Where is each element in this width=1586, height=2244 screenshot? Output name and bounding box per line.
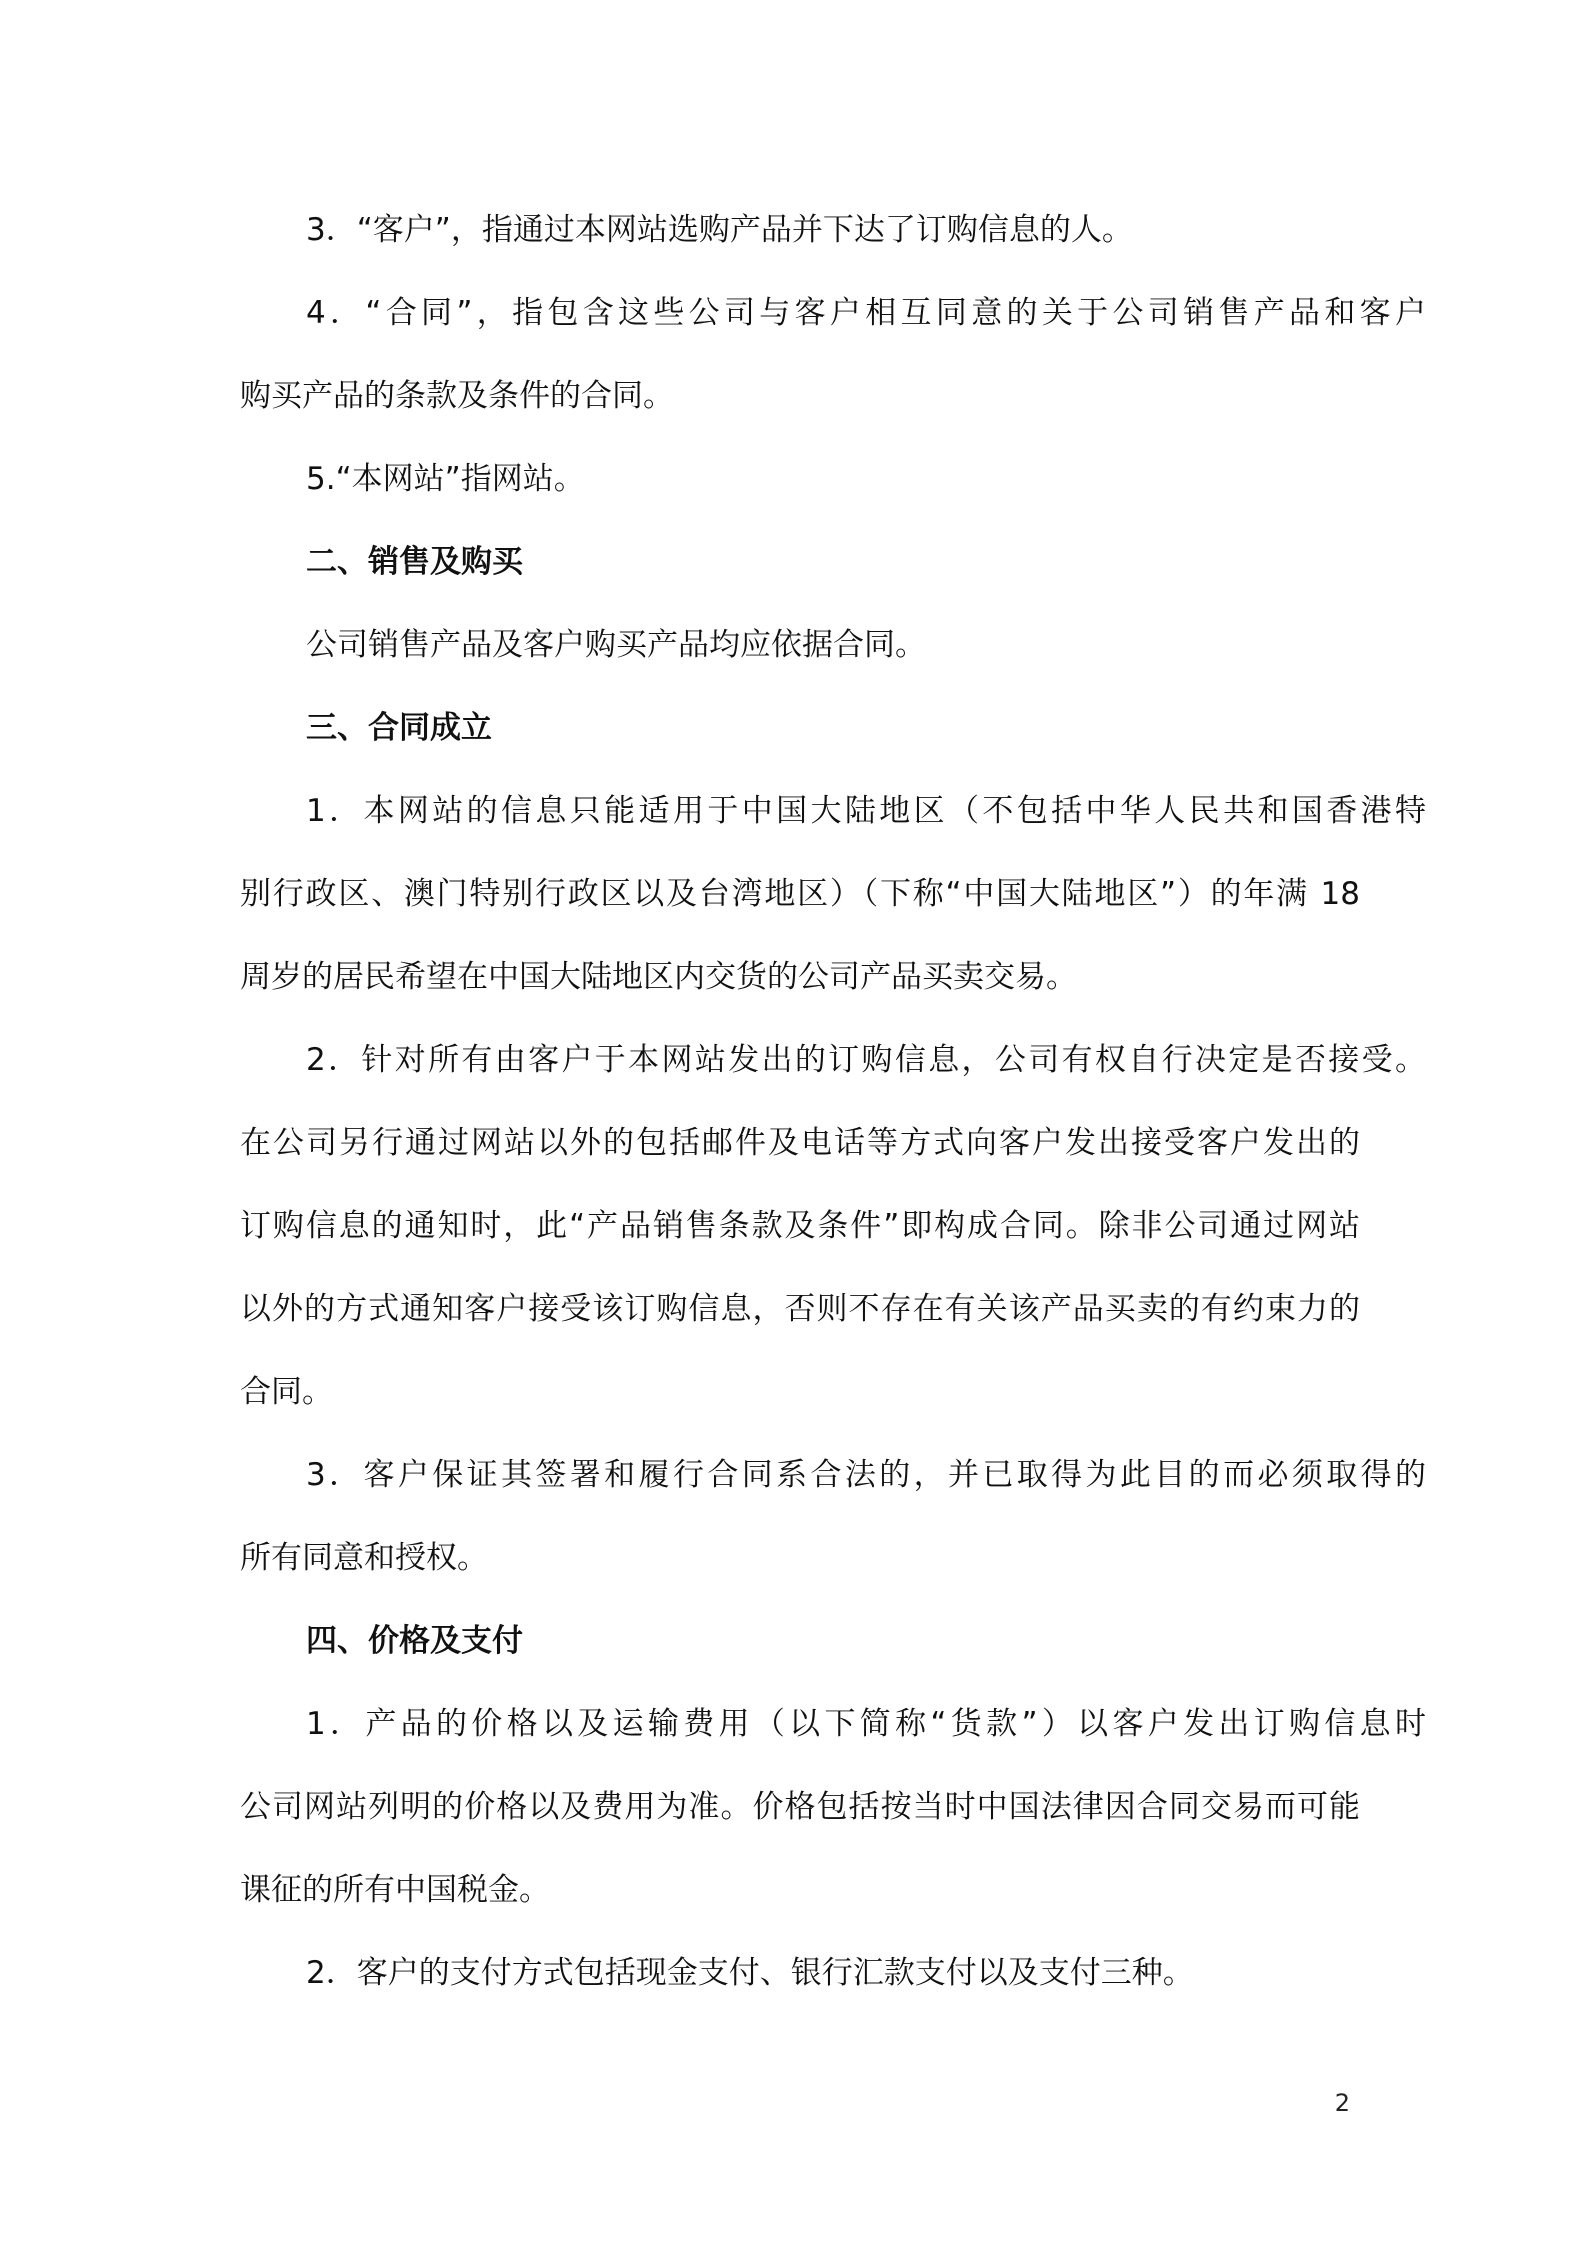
clause-3-1-line-2: 别行政区、澳门特别行政区以及台湾地区）（下称“中国大陆地区”）的年满 18 xyxy=(240,876,1360,912)
clause-1-4-line-2: 购买产品的条款及条件的合同。 xyxy=(240,378,674,414)
clause-4-2: 2．客户的支付方式包括现金支付、银行汇款支付以及支付三种。 xyxy=(306,1955,1194,1991)
clause-3-3-line-2: 所有同意和授权。 xyxy=(240,1540,488,1576)
clause-4-1-line-1: 1．产品的价格以及运输费用（以下简称“货款”）以客户发出订购信息时 xyxy=(306,1706,1426,1742)
clause-1-5: 5.“本网站”指网站。 xyxy=(306,461,585,497)
section-heading-contract: 三、合同成立 xyxy=(306,710,492,746)
clause-3-2-line-2: 在公司另行通过网站以外的包括邮件及电话等方式向客户发出接受客户发出的 xyxy=(240,1125,1360,1161)
clause-3-2-line-5: 合同。 xyxy=(240,1374,333,1410)
clause-4-1-line-3: 课征的所有中国税金。 xyxy=(240,1872,550,1908)
section-heading-price: 四、价格及支付 xyxy=(306,1623,523,1659)
section-heading-sales: 二、销售及购买 xyxy=(306,544,523,580)
page-number: 2 xyxy=(1334,2089,1350,2117)
clause-1-3: 3．“客户”，指通过本网站选购产品并下达了订购信息的人。 xyxy=(306,212,1133,248)
clause-1-4-line-1: 4．“合同”，指包含这些公司与客户相互同意的关于公司销售产品和客户 xyxy=(306,295,1426,331)
clause-3-2-line-4: 以外的方式通知客户接受该订购信息，否则不存在有关该产品买卖的有约束力的 xyxy=(240,1291,1360,1327)
clause-3-2-line-3: 订购信息的通知时，此“产品销售条款及条件”即构成合同。除非公司通过网站 xyxy=(240,1208,1360,1244)
clause-4-1-line-2: 公司网站列明的价格以及费用为准。价格包括按当时中国法律因合同交易而可能 xyxy=(240,1789,1360,1825)
clause-3-3-line-1: 3．客户保证其签署和履行合同系合法的，并已取得为此目的而必须取得的 xyxy=(306,1457,1426,1493)
clause-3-1-line-1: 1．本网站的信息只能适用于中国大陆地区（不包括中华人民共和国香港特 xyxy=(306,793,1426,829)
clause-3-1-line-3: 周岁的居民希望在中国大陆地区内交货的公司产品买卖交易。 xyxy=(240,959,1077,995)
clause-3-2-line-1: 2．针对所有由客户于本网站发出的订购信息，公司有权自行决定是否接受。 xyxy=(306,1042,1426,1078)
section-2-body: 公司销售产品及客户购买产品均应依据合同。 xyxy=(306,627,926,663)
